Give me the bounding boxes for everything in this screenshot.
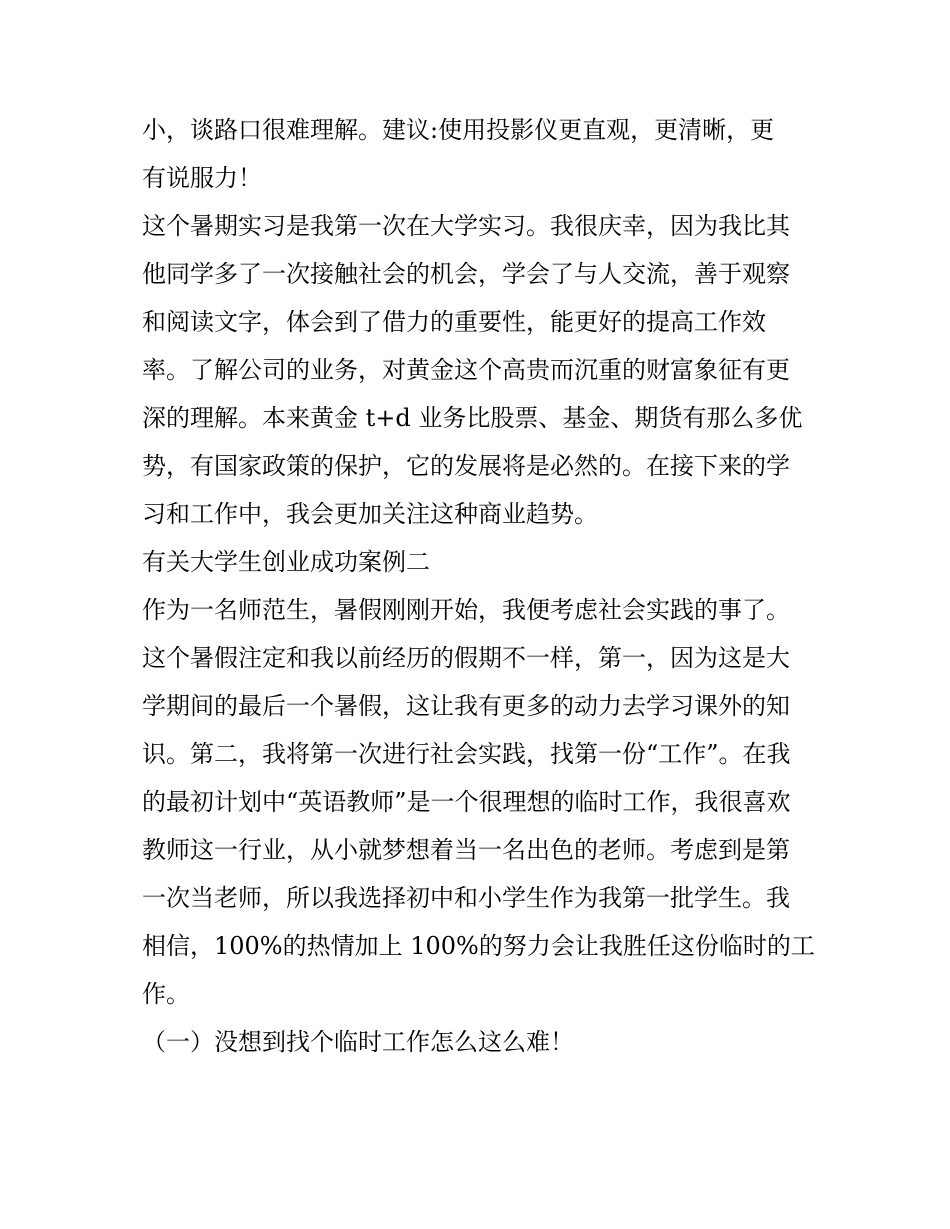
text-line: 识。第二，我将第一次进行社会实践，找第一份“工作”。在我 [142, 740, 791, 768]
text-line: 一次当老师，所以我选择初中和小学生作为我第一批学生。我 [142, 884, 790, 912]
text-line: 这个暑假注定和我以前经历的假期不一样，第一，因为这是大 [142, 644, 790, 672]
section-heading: 有关大学生创业成功案例二 [142, 548, 430, 576]
text-line: 他同学多了一次接触社会的机会，学会了与人交流，善于观察 [142, 260, 790, 288]
text-line: 的最初计划中“英语教师”是一个很理想的临时工作，我很喜欢 [142, 788, 791, 816]
text-line: 学期间的最后一个暑假，这让我有更多的动力去学习课外的知 [142, 692, 790, 720]
document-body [142, 106, 822, 1066]
text-line: 作。 [142, 980, 190, 1008]
text-line: 深的理解。本来黄金 t+d 业务比股票、基金、期货有那么多优 [142, 404, 803, 432]
text-line: 势，有国家政策的保护，它的发展将是必然的。在接下来的学 [142, 452, 790, 480]
text-line: 习和工作中，我会更加关注这种商业趋势。 [142, 500, 598, 528]
text-line: 小，谈路口很难理解。建议:使用投影仪更直观，更清晰，更 [142, 116, 775, 144]
text-line: 和阅读文字，体会到了借力的重要性，能更好的提高工作效 [142, 308, 766, 336]
text-line: 教师这一行业，从小就梦想着当一名出色的老师。考虑到是第 [142, 836, 790, 864]
text-line: 这个暑期实习是我第一次在大学实习。我很庆幸，因为我比其 [142, 212, 790, 240]
text-line: 相信，100%的热情加上 100%的努力会让我胜任这份临时的工 [142, 932, 815, 960]
text-line: 率。了解公司的业务，对黄金这个高贵而沉重的财富象征有更 [142, 356, 790, 384]
text-line: 作为一名师范生，暑假刚刚开始，我便考虑社会实践的事了。 [142, 596, 790, 624]
subsection-heading: （一）没想到找个临时工作怎么这么难！ [142, 1028, 574, 1056]
text-line: 有说服力！ [142, 164, 262, 192]
